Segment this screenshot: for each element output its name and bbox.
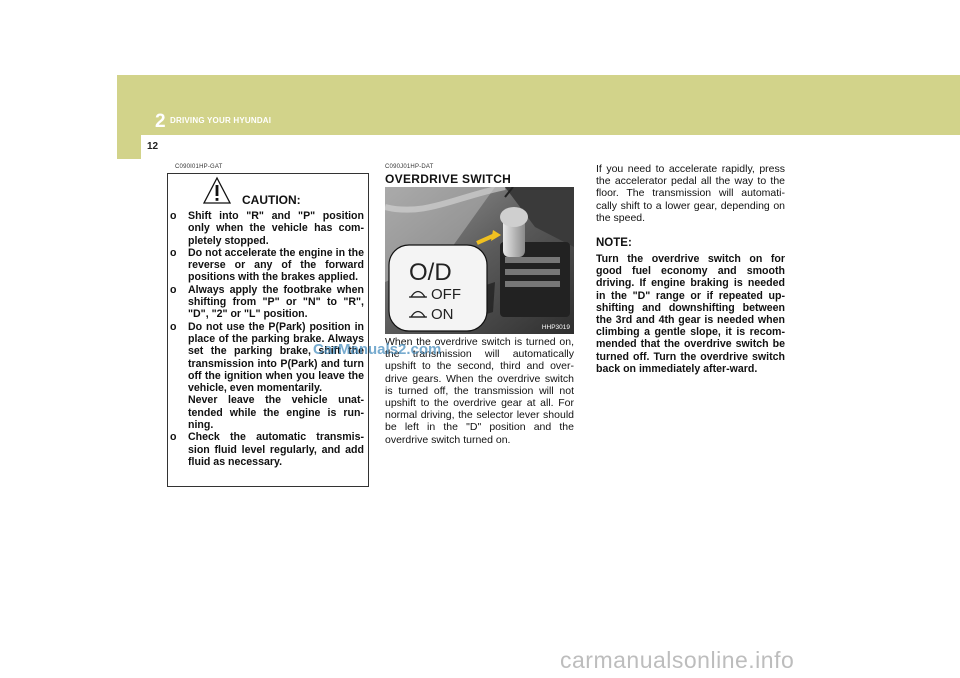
caution-item-text: Do not use the P(Park) position in place of the parking brake. Always set the parking brake, shift the transmission into P(Park) and turn off the ignition when you leave the vehicle, even momentarily. — [188, 320, 364, 395]
note-title: NOTE: — [596, 237, 632, 249]
photo-illustration — [385, 187, 574, 334]
caution-item — [168, 321, 368, 432]
caution-item-text: Shift into "R" and "P" position only when the vehicle has com-pletely stopped. — [188, 210, 364, 247]
od-label: O/D — [409, 259, 452, 286]
caution-item — [168, 210, 368, 247]
caution-item-text: Check the automatic transmis-sion fluid level regularly, and add fluid as necessary. — [188, 431, 364, 468]
warning-exclamation-icon — [202, 176, 232, 206]
caution-list — [168, 210, 368, 468]
acceleration-paragraph: If you need to accelerate rapidly, press the accelerator pedal all the way to the floor. The transmission will automati-cally shift to a lower gear, depending on the speed. — [596, 163, 785, 224]
bullet: o — [170, 431, 177, 444]
figure-code: HHP3019 — [541, 324, 570, 331]
overdrive-heading: OVERDRIVE SWITCH — [385, 172, 512, 186]
caution-item — [168, 247, 368, 284]
caution-item — [168, 431, 368, 468]
footer-watermark[interactable]: carmanualsonline.info — [560, 647, 795, 673]
caution-title: CAUTION: — [242, 193, 301, 207]
watermark-overlay: CarManuals2.com — [313, 341, 442, 358]
caution-code: C090I01HP-GAT — [175, 164, 223, 170]
caution-item-text: Do not accelerate the engine in the reverse or any of the forward positions with the brakes applied. — [188, 246, 364, 284]
note-body: Turn the overdrive switch on for good fuel economy and smooth driving. If engine braking is needed in the "D" range or if repeated up-shifting and downshifting between the 3rd and 4th gear is needed when climbing a gentle slope, it is recom-mended that the overdrive switch be turned off. Turn the overdrive switch back on immediately after-ward. — [596, 253, 785, 375]
chapter-title: DRIVING YOUR HYUNDAI — [170, 116, 272, 125]
caution-box — [167, 173, 369, 487]
bullet: o — [170, 246, 177, 259]
bullet: o — [170, 283, 177, 296]
od-on-label: ON — [431, 306, 454, 323]
page-number: 12 — [147, 141, 159, 152]
side-band — [117, 135, 141, 159]
overdrive-switch-photo — [385, 187, 574, 334]
overdrive-body: When the overdrive switch is turned on, the transmission will automatically upshift to the second, third and over-drive gears. When the overdrive switch is turned off, the transmission will not upshift to the overdrive gear at all. For normal driving, the selector lever should be left in the "D" position and the overdrive switch turned on. — [385, 336, 574, 446]
caution-item — [168, 284, 368, 321]
caution-item-extra: Never leave the vehicle unat-tended while the engine is run-ning. — [188, 394, 364, 432]
od-off-label: OFF — [431, 286, 461, 303]
caution-item-text: Always apply the footbrake when shifting from "P" or "N" to "R", "D", "2" or "L" position. — [188, 283, 364, 321]
chapter-number: 2 — [155, 111, 166, 132]
overdrive-code: C090J01HP-DAT — [385, 164, 434, 170]
header-band — [117, 75, 960, 135]
bullet: o — [170, 320, 177, 333]
bullet: o — [170, 210, 177, 222]
